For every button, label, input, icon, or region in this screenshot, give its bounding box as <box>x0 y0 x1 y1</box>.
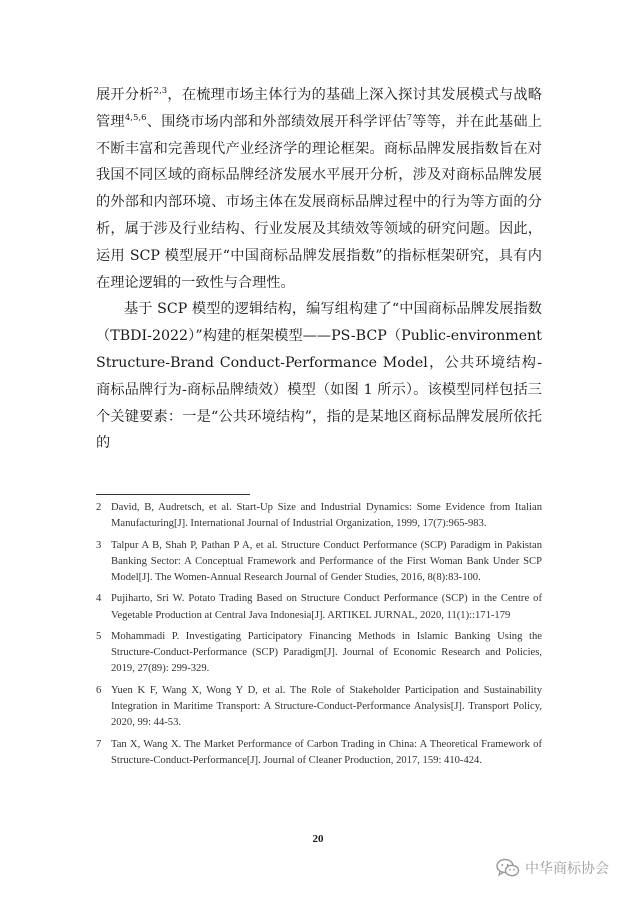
page-number: 20 <box>312 833 324 845</box>
body-text <box>96 82 542 457</box>
footnotes <box>96 500 542 774</box>
footnote <box>96 500 542 532</box>
footnote-text: Mohammadi P. Investigating Participatory Financing Methods in Islamic Banking Using the Structure-Conduct-Performance (SCP) Paradigm[J]. Journal of Economic Research and Policies, 2019, 27(89): 299-329. <box>111 631 542 675</box>
footnote-number: 3 <box>96 539 102 551</box>
paragraph-1 <box>96 82 542 296</box>
footnote-number: 6 <box>96 684 102 696</box>
footnote-ref: 4,5,6 <box>124 112 147 123</box>
footnote <box>96 737 542 769</box>
footnote-text: Talpur A B, Shah P, Pathan P A, et al. Structure Conduct Performance (SCP) Paradigm in Pakistan Banking Sector: A Conceptual Framework and Performance of the First Woman Bank Under SCP Model[J]. The Women-Annual Research Journal of Gender Studies, 2016, 8(8):83-100. <box>111 539 542 583</box>
paragraph-1-text: 展开分析 <box>96 87 154 103</box>
footnote-text: Yuen K F, Wang X, Wong Y D, et al. The Role of Stakeholder Participation and Sustainability Integration in Maritime Transport: A Structure-Conduct-Performance Analysis[J]. Transport Policy, 2020, 99: 44-53. <box>111 684 542 729</box>
watermark-text: 中华商标协会 <box>525 861 609 877</box>
footnote-text: Pujiharto, Sri W. Potato Trading Based on Structure Conduct Performance (SCP) in the Centre of Vegetable Production at Central Java Indonesia[J]. ARTIKEL JURNAL, 2020, 11(1)::171-179 <box>111 593 542 621</box>
paragraph-2: 基于 SCP 模型的逻辑结构，编写组构建了“中国商标品牌发展指数（TBDI-2022）”构建的框架模型——PS-BCP（Public-environment Structure-Brand Conduct-Performance Model，公共环境结构-商标品牌行为-商标品牌绩效）模型（如图 1 所示）。该模型同样包括三个关键要素：一是“公共环境结构”，指的是某地区商标品牌发展所依托的 <box>96 301 542 452</box>
footnote-number: 5 <box>96 631 102 643</box>
footnote-number: 4 <box>96 593 102 605</box>
wechat-icon <box>496 858 520 878</box>
footnote-divider <box>96 494 250 495</box>
paragraph-1-text: 、围绕市场内部和外部绩效展开科学评估 <box>146 113 407 130</box>
footnote <box>96 683 542 731</box>
footnote-text: Tan X, Wang X. The Market Performance of Carbon Trading in China: A Theoretical Framework of Structure-Conduct-Performance[J]. Journal of Cleaner Production, 2017, 159: 410-424. <box>111 738 542 766</box>
footnote <box>96 591 542 623</box>
footnote-number: 2 <box>96 502 102 513</box>
footnote-ref: 2,3 <box>153 86 168 96</box>
watermark <box>496 858 609 878</box>
paragraph-1-text: 等等，并在此基础上不断丰富和完善现代产业经济学的理论框架。商标品牌发展指数旨在对我国不同区域的商标品牌经济发展水平展开分析，涉及对商标品牌发展的外部和内部环境、市场主体在发展商标品牌过程中的行为等方面的分析，属于涉及行业结构、行业发展及其绩效等领域的研究问题。因此，运用 SCP 模型展开“中国商标品牌发展指数”的指标框架研究，具有内在理论逻辑的一致性与合理性。 <box>96 113 542 291</box>
footnote-ref: 7 <box>406 112 413 123</box>
paragraph-1-text: ，在梳理市场主体行为的基础上深入探讨其发展模式与战略管理 <box>96 87 542 130</box>
footnote-text: David, B, Audretsch, et al. Start-Up Size and Industrial Dynamics: Some Evidence from Italian Manufacturing[J]. International Journal of Industrial Organization, 1999, 17(7):965-983. <box>111 502 542 530</box>
footnote <box>96 538 542 586</box>
footnote-number: 7 <box>96 738 102 750</box>
footnote <box>96 629 542 677</box>
